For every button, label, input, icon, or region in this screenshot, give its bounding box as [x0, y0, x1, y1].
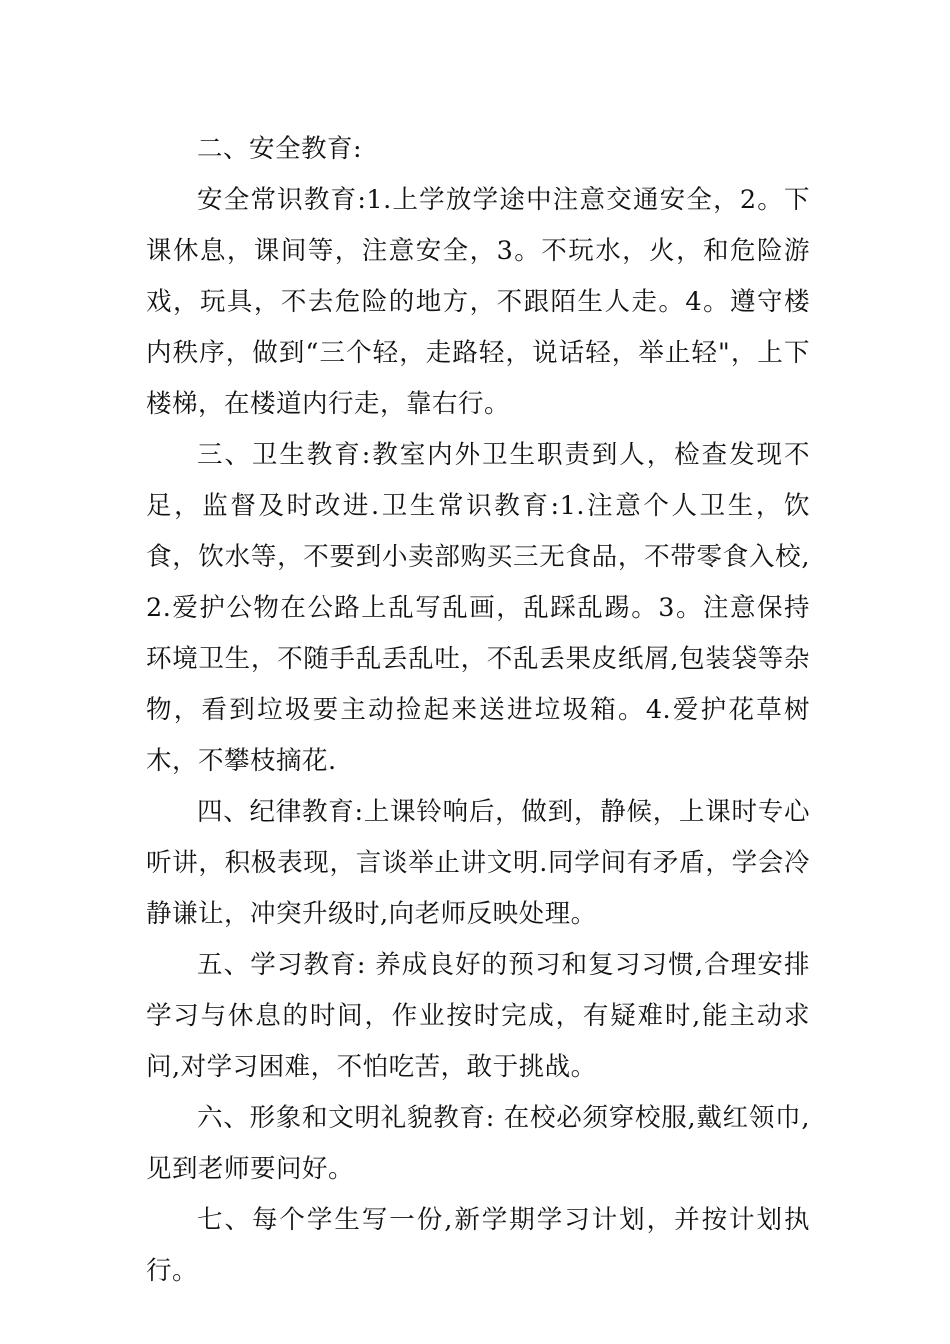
paragraph-discipline-education: 四、纪律教育:上课铃响后，做到，静候，上课时专心听讲，积极表现，言谈举止讲文明.同学间有矛盾，学会冷静谦让，冲突升级时,向老师反映处理。	[146, 797, 810, 929]
paragraph-manners-education: 六、形象和文明礼貌教育: 在校必须穿校服,戴红领巾,见到老师要问好。	[146, 1103, 810, 1184]
paragraph-study-education: 五、学习教育: 养成良好的预习和复习习惯,合理安排学习与休息的时间，作业按时完成，有疑难时,能主动求问,对学习困难，不怕吃苦，敢于挑战。	[146, 950, 810, 1082]
paragraph-safety-knowledge: 安全常识教育:1.上学放学途中注意交通安全，2。下课休息，课间等，注意安全，3。不玩水，火，和危险游戏，玩具，不去危险的地方，不跟陌生人走。4。遵守楼内秩序，做到“三个轻，走路轻，说话轻，举止轻"，上下楼梯，在楼道内行走，靠右行。	[146, 185, 810, 419]
paragraph-safety-heading: 二、安全教育:	[197, 134, 363, 164]
paragraph-study-plan: 七、每个学生写一份,新学期学习计划，并按计划执行。	[146, 1205, 810, 1286]
document-body	[146, 124, 810, 1297]
paragraph-hygiene-education: 三、卫生教育:教室内外卫生职责到人，检查发现不足，监督及时改进.卫生常识教育:1.注意个人卫生，饮食，饮水等，不要到小卖部购买三无食品，不带零食入校,2.爱护公物在公路上乱写乱画，乱踩乱踢。3。注意保持环境卫生，不随手乱丢乱吐，不乱丢果皮纸屑,包装袋等杂物，看到垃圾要主动捡起来送进垃圾箱。4.爱护花草树木，不攀枝摘花.	[146, 440, 810, 776]
